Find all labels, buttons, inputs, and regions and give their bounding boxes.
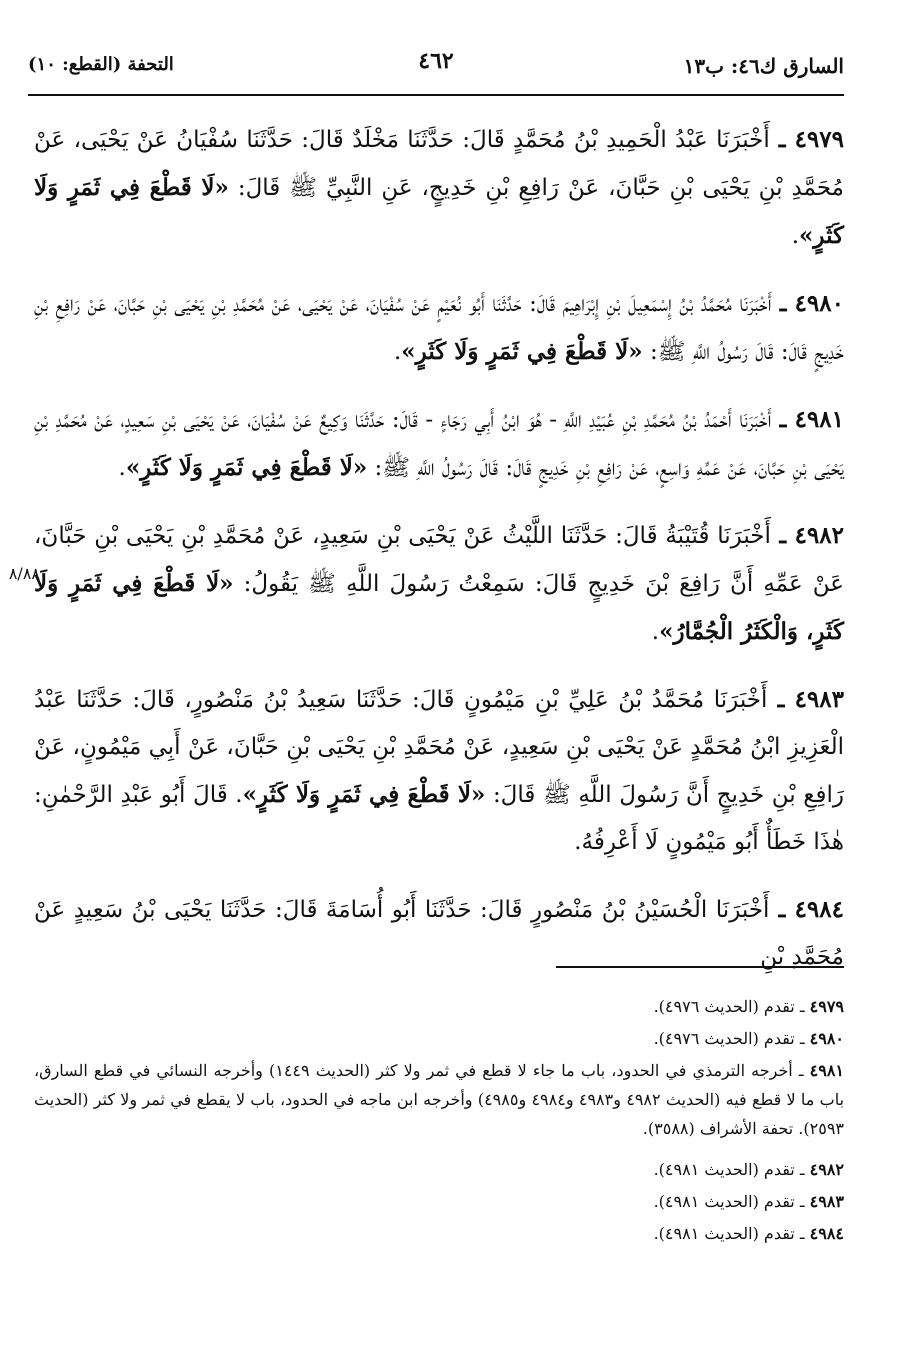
hadith-saying: «لَا قَطْعَ فِي ثَمَرٍ وَلَا كَثَرٍ، وَالْكَثَرُ الْجُمَّارُ» (34, 570, 844, 645)
footnote-text: تقدم (الحديث ٤٩٧٦). (653, 1029, 795, 1048)
hadith-number: ٤٩٧٩ (794, 126, 844, 153)
footnote-number: ٤٩٨٤ (809, 1224, 844, 1243)
hadith-chain: أَخْبَرَنَا قُتَيْبَةُ قَالَ: حَدَّثَنَا اللَّيْثُ عَنْ يَحْيَى بْنِ سَعِيدٍ، عَنْ مُحَمَّدِ بْنِ يَحْيَى بْنِ حَبَّانَ، عَنْ عَمِّهِ أَنَّ رَافِعَ بْنَ خَدِيجٍ قَالَ: سَمِعْتُ رَسُولَ اللَّهِ ﷺ يَقُولُ: (34, 523, 845, 597)
hadith-chain: أَخْبَرَنَا عَبْدُ الْحَمِيدِ بْنُ مُحَمَّدٍ قَالَ: حَدَّثَنَا مَخْلَدٌ قَالَ: حَدَّثَنَا سُفْيَانُ عَنْ يَحْيَى، عَنْ مُحَمَّدِ بْنِ يَحْيَى بْنِ حَبَّانَ، عَنْ رَافِعِ بْنِ خَدِيجٍ، عَنِ النَّبِيِّ ﷺ قَالَ: (34, 127, 845, 201)
chapter-reference: السارق ك٤٦: ب١٣ (683, 54, 844, 78)
hadith-number: ٤٩٨١ (794, 406, 844, 433)
hadith-chain: أَخْبَرَنَا أَحْمَدُ بْنُ مُحَمَّدِ بْنِ عُبَيْدِ اللَّهِ - هُوَ ابْنُ أَبِي رَجَاءٍ - قَالَ: حَدَّثَنَا وَكِيعٌ عَنْ سُفْيَانَ، عَنْ يَحْيَى بْنِ سَعِيدٍ، عَنْ مُحَمَّدِ بْنِ يَحْيَى بْنِ حَبَّانَ، عَنْ عَمِّهِ وَاسِعٍ، عَنْ رَافِعِ بْنِ خَدِيجٍ قَالَ: قَالَ رَسُولُ اللَّهِ ﷺ: (34, 407, 844, 481)
hadith-number: ٤٩٨٣ (794, 686, 844, 713)
hadith-saying: «لَا قَطْعَ فِي ثَمَرٍ وَلَا كَثَرٍ» (125, 454, 368, 481)
hadith-end: . (118, 455, 126, 481)
hadith-chain: أَخْبَرَنَا الْحُسَيْنُ بْنُ مَنْصُورٍ قَالَ: حَدَّثَنَا أَبُو أُسَامَةَ قَالَ: حَدَّثَنَا يَحْيَى بْنُ سَعِيدٍ عَنْ مُحَمَّدِ بْنِ (34, 897, 844, 970)
hadith-dash: ـ (769, 896, 795, 923)
hadith-4983 (34, 676, 844, 866)
hadith-end: . (791, 223, 800, 249)
hadith-saying: «لَا قَطْعَ فِي ثَمَرٍ وَلَا كَثَرٍ» (401, 338, 643, 365)
footnote-text: تقدم (الحديث ٤٩٨١). (653, 1192, 795, 1211)
footnote-4983: ٤٩٨٣ ـ تقدم (الحديث ٤٩٨١). (653, 1192, 844, 1211)
hadith-4979 (34, 116, 844, 260)
hadith-end: . (651, 619, 660, 645)
footnote-number: ٤٩٨٠ (809, 1029, 844, 1048)
footnote-text: أخرجه الترمذي في الحدود، باب ما جاء لا قطع في ثمر ولا كثر (الحديث ١٤٤٩) وأخرجه النسائي في قطع السارق، باب ما لا قطع فيه (الحديث ٤٩٨٢ و٤٩٨٣ و٤٩٨٤ و٤٩٨٥) وأخرجه ابن ماجه في الحدود، باب لا يقطع في ثمر ولا كثر (الحديث ٢٥٩٣). تحفة الأشراف (٣٥٨٨). (34, 1061, 845, 1138)
hadith-dash: ـ (770, 522, 795, 549)
hadith-dash: ـ (767, 686, 795, 713)
hadith-4982 (34, 512, 844, 656)
hadith-saying: «لَا قَطْعَ فِي ثَمَرٍ وَلَا كَثَرٍ» (34, 174, 844, 249)
footnote-number: ٤٩٧٩ (809, 997, 844, 1016)
hadith-chain: أَخْبَرَنَا مُحَمَّدُ بْنُ عَلِيِّ بْنِ مَيْمُونٍ قَالَ: حَدَّثَنَا سَعِيدُ بْنُ مَنْصُورٍ، قَالَ: حَدَّثَنَا عَبْدُ الْعَزِيزِ ابْنُ مُحَمَّدٍ عَنْ يَحْيَى بْنِ سَعِيدٍ، عَنْ مُحَمَّدِ بْنِ يَحْيَى بْنِ حَبَّانَ، عَنْ أَبِي مَيْمُونٍ، عَنْ رَافِعِ بْنِ خَدِيجٍ أَنَّ رَسُولَ اللَّهِ ﷺ قَالَ: (34, 687, 845, 808)
footnote-4981: ٤٩٨١ ـ أخرجه الترمذي في الحدود، باب ما جاء لا قطع في ثمر ولا كثر (الحديث ١٤٤٩) وأخرجه النسائي في قطع السارق، باب ما لا قطع فيه (الحديث ٤٩٨٢ و٤٩٨٣ و٤٩٨٤ و٤٩٨٥) وأخرجه ابن ماجه في الحدود، باب لا يقطع في ثمر ولا كثر (الحديث ٢٥٩٣). تحفة الأشراف (٣٥٨٨). (34, 1061, 845, 1138)
footnote-4982: ٤٩٨٢ ـ تقدم (الحديث ٤٩٨١). (653, 1160, 844, 1179)
footnote-text: تقدم (الحديث ٤٩٧٦). (653, 997, 795, 1016)
footnote-number: ٤٩٨٢ (809, 1160, 844, 1179)
hadith-4980 (34, 280, 844, 376)
hadith-number: ٤٩٨٢ (794, 522, 844, 549)
tuhfa-reference: التحفة (القطع: ١٠) (28, 54, 174, 75)
margin-note: ٨/٨٨ (8, 564, 40, 583)
footnote-4984: ٤٩٨٤ ـ تقدم (الحديث ٤٩٨١). (653, 1224, 844, 1243)
page-header (28, 48, 844, 88)
footnotes (34, 992, 844, 1251)
hadith-number: ٤٩٨٠ (794, 290, 844, 317)
footnote-4979: ٤٩٧٩ ـ تقدم (الحديث ٤٩٧٦). (653, 997, 844, 1016)
hadith-dash: ـ (771, 406, 795, 433)
hadith-chain: أَخْبَرَنَا مُحَمَّدُ بْنُ إِسْمَعِيلَ بْنِ إِبْرَاهِيمَ قَالَ: حَدَّثَنَا أَبُو نُعَيْمٍ عَنْ سُفْيَانَ، عَنْ يَحْيَى، عَنْ مُحَمَّدِ بْنِ يَحْيَى بْنِ حَبَّانَ، عَنْ رَافِعِ بْنِ خَدِيجٍ قَالَ: قَالَ رَسُولُ اللَّهِ ﷺ: (34, 291, 844, 365)
footnote-text: تقدم (الحديث ٤٩٨١). (653, 1160, 795, 1179)
header-divider (28, 94, 844, 96)
footnote-divider (556, 966, 844, 968)
hadith-4981 (34, 396, 844, 492)
hadith-end: . (393, 339, 402, 365)
footnote-4980: ٤٩٨٠ ـ تقدم (الحديث ٤٩٧٦). (653, 1029, 844, 1048)
hadith-number: ٤٩٨٤ (794, 896, 844, 923)
page-number: ٤٦٢ (418, 48, 454, 74)
footnote-number: ٤٩٨١ (809, 1061, 845, 1080)
hadith-saying: «لَا قَطْعَ فِي ثَمَرٍ وَلَا كَثَرٍ» (242, 781, 486, 808)
hadith-dash: ـ (771, 290, 795, 317)
hadith-end: . قَالَ أَبُو عَبْدِ الرَّحْمٰنِ: هٰذَا خَطَأٌ أَبُو مَيْمُونٍ لَا أَعْرِفُهُ. (34, 782, 844, 855)
hadith-dash: ـ (769, 126, 795, 153)
footnote-number: ٤٩٨٣ (809, 1192, 844, 1211)
hadith-section (8, 116, 845, 1001)
footnote-text: تقدم (الحديث ٤٩٨١). (653, 1224, 795, 1243)
